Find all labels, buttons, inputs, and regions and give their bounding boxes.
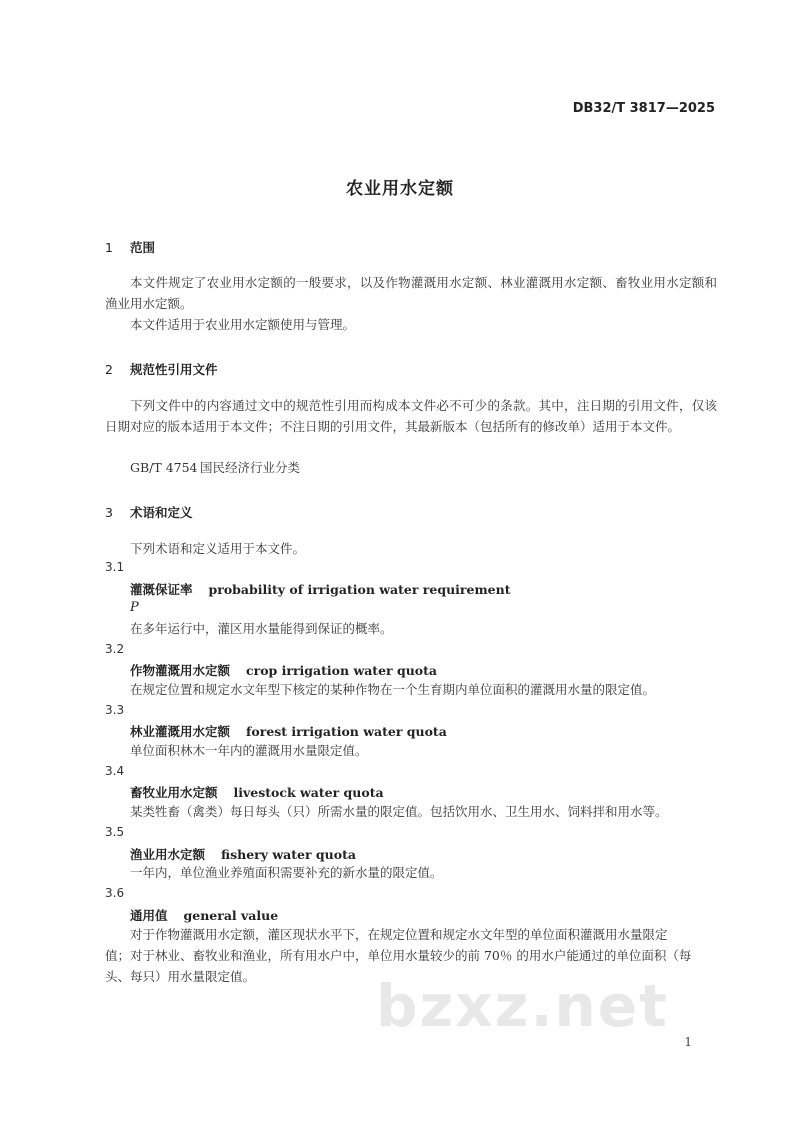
section-1-heading [105, 238, 155, 256]
term-en: fishery water quota [221, 847, 356, 862]
section-title: 规范性引用文件 [130, 362, 218, 377]
term-zh: 畜牧业用水定额 [130, 785, 218, 800]
document-title: 农业用水定额 [346, 179, 454, 199]
watermark: bzxz.net [376, 972, 669, 1040]
section-number: 3 [105, 505, 113, 520]
term-definition-line-3: 头、每只）用水量限定值。 [105, 969, 256, 984]
term-en: livestock water quota [233, 785, 384, 800]
term-number: 3.4 [105, 764, 125, 778]
section-title: 范围 [130, 240, 156, 255]
section-1-paragraph-1: 本文件规定了农业用水定额的一般要求，以及作物灌溉用水定额、林业灌溉用水定额、畜牧业用水定额和渔业用水定额。 [105, 275, 717, 311]
term-zh: 渔业用水定额 [130, 847, 206, 862]
term-definition-line-2: 值；对于林业、畜牧业和渔业，所有用水户中，单位用水量较少的前 70％ 的用水户能通过的单位面积（每 [105, 948, 692, 963]
term-number: 3.3 [105, 703, 125, 717]
term-number: 3.5 [105, 825, 125, 839]
term-zh: 林业灌溉用水定额 [130, 724, 231, 739]
normative-reference [130, 458, 300, 476]
section-2-paragraph-1: 下列文件中的内容通过文中的规范性引用而构成本文件必不可少的条款。其中，注日期的引用文件，仅该日期对应的版本适用于本文件；不注日期的引用文件，其最新版本（包括所有的修改单）适用于本文件。 [105, 398, 717, 434]
term-zh: 通用值 [130, 908, 168, 923]
term-symbol: P [130, 600, 139, 615]
term-definition: 某类牲畜（禽类）每日每头（只）所需水量的限定值。包括饮用水、卫生用水、饲料拌和用水等。 [130, 804, 668, 819]
reference-code: GB/T 4754 [130, 460, 198, 475]
term-definition: 一年内，单位渔业养殖面积需要补充的新水量的限定值。 [130, 865, 443, 880]
term-heading [130, 845, 356, 863]
section-2-heading [105, 360, 218, 378]
term-definition: 单位面积林木一年内的灌溉用水量限定值。 [130, 743, 368, 758]
term-definition-line-1: 对于作物灌溉用水定额，灌区现状水平下，在规定位置和规定水文年型的单位面积灌溉用水量限定 [130, 927, 668, 942]
section-1-paragraph-2: 本文件适用于农业用水定额使用与管理。 [130, 317, 356, 332]
term-number: 3.2 [105, 642, 125, 656]
section-3-heading [105, 503, 193, 521]
term-number: 3.1 [105, 560, 125, 574]
section-3-paragraph-1: 下列术语和定义适用于本文件。 [130, 541, 306, 556]
standard-number: DB32/T 3817—2025 [572, 101, 715, 116]
term-heading [130, 722, 447, 740]
term-definition: 在多年运行中，灌区用水量能得到保证的概率。 [130, 621, 393, 636]
term-heading [130, 580, 511, 598]
term-en: crop irrigation water quota [246, 663, 438, 678]
section-title: 术语和定义 [130, 505, 193, 520]
term-en: probability of irrigation water requirement [208, 582, 511, 597]
term-zh: 灌溉保证率 [130, 582, 193, 597]
term-definition: 在规定位置和规定水文年型下核定的某种作物在一个生育期内单位面积的灌溉用水量的限定值。 [130, 682, 656, 697]
term-heading [130, 783, 384, 801]
section-number: 1 [105, 240, 113, 255]
term-heading [130, 906, 278, 924]
section-number: 2 [105, 362, 113, 377]
reference-title: 国民经济行业分类 [200, 460, 301, 475]
term-en: general value [183, 908, 279, 923]
term-heading [130, 661, 437, 679]
term-zh: 作物灌溉用水定额 [130, 663, 231, 678]
page-number: 1 [684, 1035, 692, 1049]
term-number: 3.6 [105, 886, 125, 900]
term-en: forest irrigation water quota [246, 724, 447, 739]
